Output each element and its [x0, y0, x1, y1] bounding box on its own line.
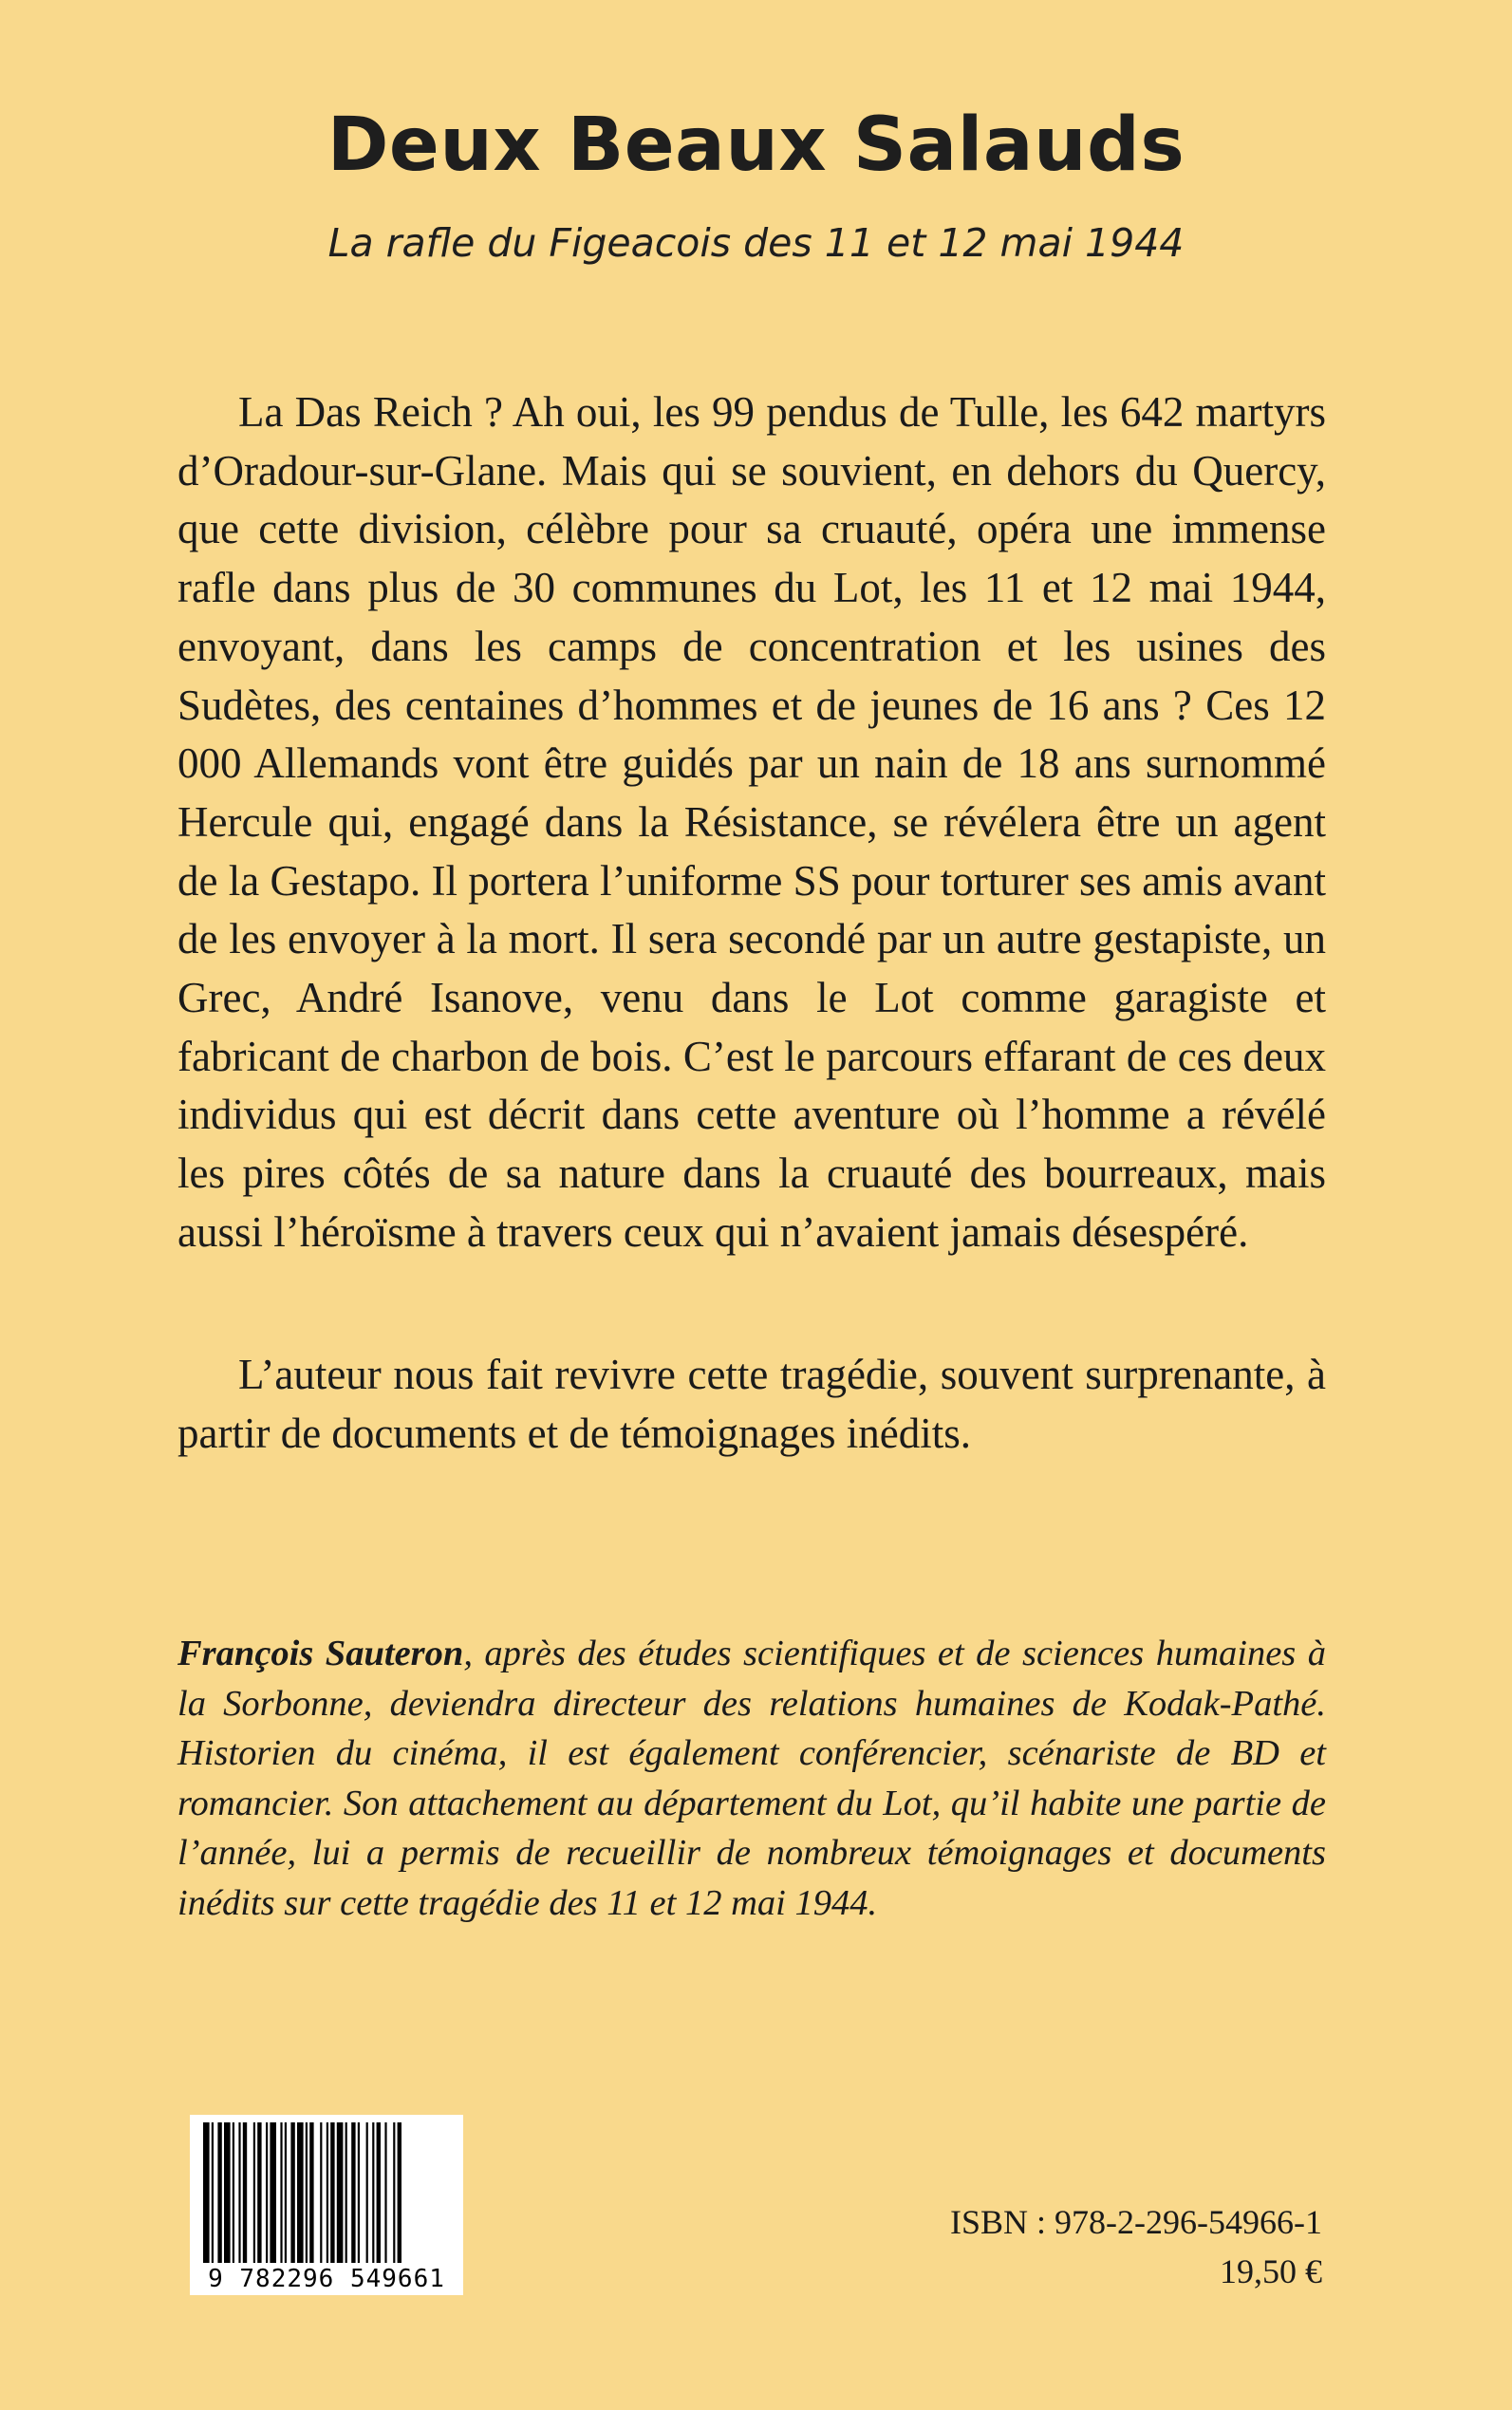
summary-paragraph-1: La Das Reich ? Ah oui, les 99 pendus de Tulle, les 642 martyrs d’Oradour-sur-Glane. Mais qui se souvient, en dehors du Quercy, que cette division, célèbre pour sa cruauté, opéra une immense rafle dans plus de 30 communes du Lot, les 11 et 12 mai 1944, envoyant, dans les camps de concentration et les usines des Sudètes, des centaines d’hommes et de jeunes de 16 ans ? Ces 12 000 Allemands vont être guidés par un nain de 18 ans surnommé Hercule qui, engagé dans la Résistance, se révélera être un agent de la Gestapo. Il portera l’uniforme SS pour torturer ses amis avant de les envoyer à la mort. Il sera secondé par un autre gestapiste, un Grec, André Isanove, venu dans le Lot comme garagiste et fabricant de charbon de bois. C’est le parcours effarant de ces deux individus qui est décrit dans cette aventure où l’homme a révélé les pires côtés de sa nature dans la cruauté des bourreaux, mais aussi l’héroïsme à travers ceux qui n’avaient jamais désespéré.: [177, 388, 1326, 1256]
barcode-bars-icon: [190, 2115, 463, 2267]
author-bio: [177, 1629, 1326, 1928]
author-name: François Sauteron: [177, 1634, 464, 1673]
summary-paragraph-2: L’auteur nous fait revivre cette tragédie, souvent surprenante, à partir de documents et de témoignages inédits.: [177, 1351, 1326, 1457]
author-bio-text: , après des études scientifiques et de sciences humaines à la Sorbonne, deviendra directeur des relations humaines de Kodak-Pathé. Historien du cinéma, il est également conférencier, scénariste de BD et romancier. Son attachement au département du Lot, qu’il habite une partie de l’année, lui a permis de recueillir de nombreux témoignages et documents inédits sur cette tragédie des 11 et 12 mai 1944.: [177, 1634, 1326, 1923]
barcode: [190, 2115, 463, 2295]
book-title: Deux Beaux Salauds: [327, 103, 1185, 188]
barcode-digits: 9 782296 549661: [208, 2265, 445, 2293]
isbn: ISBN : 978-2-296-54966-1: [950, 2203, 1322, 2241]
book-subtitle: La rafle du Figeacois des 11 et 12 mai 1944: [327, 220, 1185, 266]
price: 19,50 €: [1220, 2252, 1322, 2290]
